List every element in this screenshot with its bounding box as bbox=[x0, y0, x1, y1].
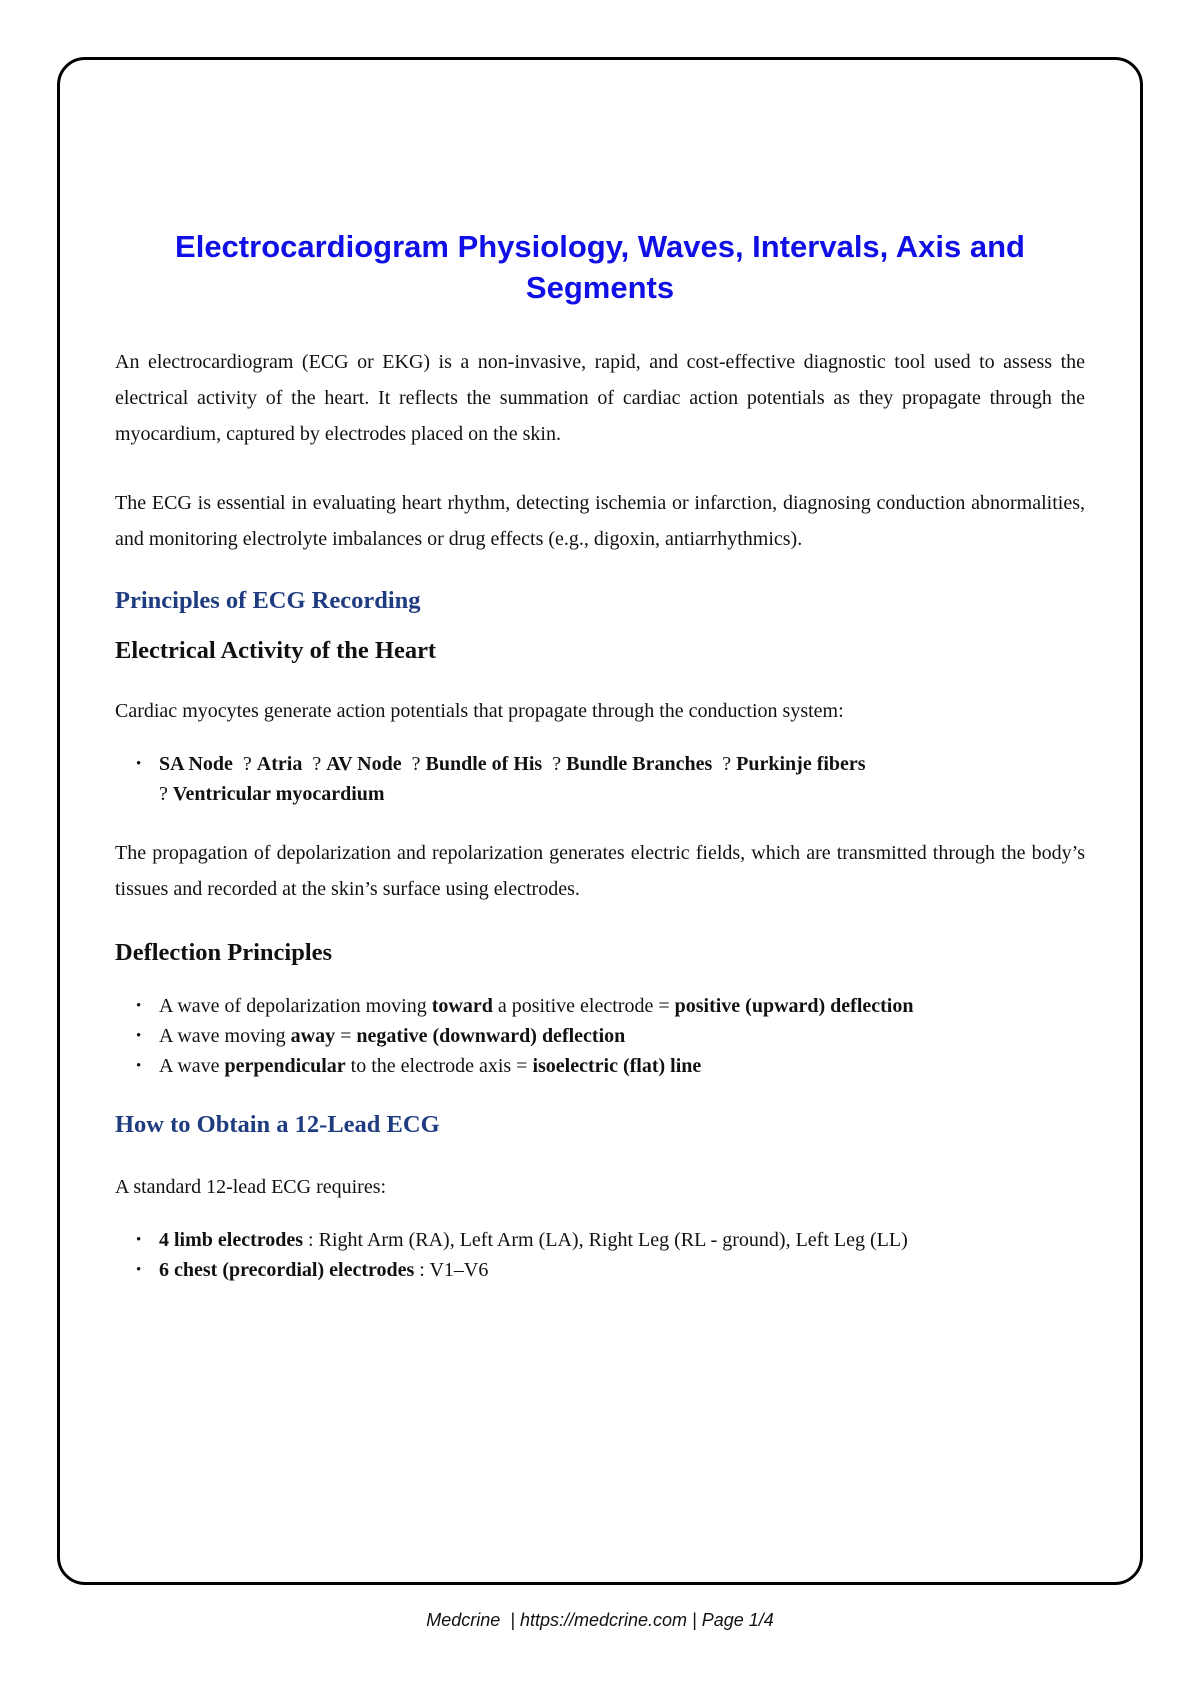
subheading-electrical-activity: Electrical Activity of the Heart bbox=[115, 637, 437, 664]
arrow-separator: ? bbox=[722, 753, 732, 775]
electrode-type: 4 limb electrodes bbox=[159, 1229, 304, 1251]
list-item bbox=[136, 1021, 1085, 1051]
footer-page-number: Page 1/4 bbox=[701, 1610, 774, 1630]
arrow-separator: ? bbox=[312, 753, 322, 775]
footer-site-name: Medcrine bbox=[426, 1610, 501, 1630]
bullet-icon: • bbox=[136, 1232, 142, 1248]
deflection-list bbox=[115, 991, 1085, 1081]
electrode-type: 6 chest (precordial) electrodes bbox=[159, 1259, 415, 1281]
deflection-result: isoelectric (flat) line bbox=[532, 1055, 702, 1077]
bullet-icon: • bbox=[136, 1028, 142, 1044]
deflection-keyword: perpendicular bbox=[224, 1055, 346, 1077]
list-item bbox=[136, 1255, 1085, 1285]
deflection-text: = bbox=[340, 1025, 352, 1047]
deflection-result: negative (downward) deflection bbox=[356, 1025, 626, 1047]
electrode-detail: : V1–V6 bbox=[419, 1259, 489, 1281]
list-item bbox=[136, 991, 1085, 1021]
bullet-icon: • bbox=[136, 756, 142, 772]
conduction-intro: Cardiac myocytes generate action potentials that propagate through the conduction system: bbox=[115, 700, 844, 722]
deflection-text: a positive electrode = bbox=[497, 995, 670, 1017]
document-body bbox=[115, 226, 1085, 1285]
conduction-pathway-list bbox=[115, 749, 1085, 809]
section-heading-12-lead: How to Obtain a 12-Lead ECG bbox=[115, 1111, 440, 1138]
pathway-sa-node: SA Node bbox=[159, 753, 233, 775]
electrode-detail: : Right Arm (RA), Left Arm (LA), Right Leg (RL - ground), Left Leg (LL) bbox=[308, 1229, 908, 1251]
deflection-keyword: away bbox=[290, 1025, 336, 1047]
deflection-text: A wave bbox=[159, 1055, 220, 1077]
section-heading-principles: Principles of ECG Recording bbox=[115, 587, 421, 614]
deflection-keyword: toward bbox=[431, 995, 493, 1017]
bullet-icon: • bbox=[136, 1058, 142, 1074]
footer-url[interactable]: https://medcrine.com bbox=[519, 1610, 688, 1630]
intro-paragraph-2: The ECG is essential in evaluating heart rhythm, detecting ischemia or infarction, diagnosing conduction abnormalities, and monitoring electrolyte imbalances or drug effects (e.g., digoxin, antiarrhythmics). bbox=[115, 492, 1085, 550]
pathway-purkinje: Purkinje fibers bbox=[736, 753, 866, 775]
intro-paragraph-1: An electrocardiogram (ECG or EKG) is a non-invasive, rapid, and cost-effective diagnostic tool used to assess the electrical activity of the heart. It reflects the summation of cardiac action potentials as they propagate through the myocardium, captured by electrodes placed on the skin. bbox=[115, 351, 1085, 445]
page-title: Electrocardiogram Physiology, Waves, Intervals, Axis and Segments bbox=[175, 229, 1025, 305]
list-item bbox=[136, 1225, 1085, 1255]
arrow-separator: ? bbox=[242, 753, 252, 775]
list-item bbox=[136, 1051, 1085, 1081]
pathway-ventricular: Ventricular myocardium bbox=[172, 783, 385, 805]
bullet-icon: • bbox=[136, 998, 142, 1014]
footer-separator: | bbox=[510, 1610, 515, 1630]
page-footer bbox=[0, 1610, 1200, 1631]
arrow-separator: ? bbox=[552, 753, 562, 775]
footer-separator: | bbox=[692, 1610, 697, 1630]
subheading-deflection: Deflection Principles bbox=[115, 939, 333, 966]
deflection-text: A wave of depolarization moving bbox=[159, 995, 427, 1017]
arrow-separator: ? bbox=[411, 753, 421, 775]
arrow-separator: ? bbox=[159, 783, 168, 805]
pathway-bundle-of-his: Bundle of His bbox=[425, 753, 543, 775]
pathway-bundle-branches: Bundle Branches bbox=[566, 753, 713, 775]
electrode-list bbox=[115, 1225, 1085, 1285]
deflection-text: A wave moving bbox=[159, 1025, 286, 1047]
pathway-atria: Atria bbox=[256, 753, 303, 775]
list-item bbox=[136, 749, 1085, 809]
deflection-text: to the electrode axis = bbox=[350, 1055, 528, 1077]
pathway-av-node: AV Node bbox=[326, 753, 402, 775]
deflection-result: positive (upward) deflection bbox=[674, 995, 914, 1017]
bullet-icon: • bbox=[136, 1262, 142, 1278]
12-lead-intro: A standard 12-lead ECG requires: bbox=[115, 1176, 387, 1198]
propagation-paragraph: The propagation of depolarization and repolarization generates electric fields, which are transmitted through the body’s tissues and recorded at the skin’s surface using electrodes. bbox=[115, 842, 1085, 900]
